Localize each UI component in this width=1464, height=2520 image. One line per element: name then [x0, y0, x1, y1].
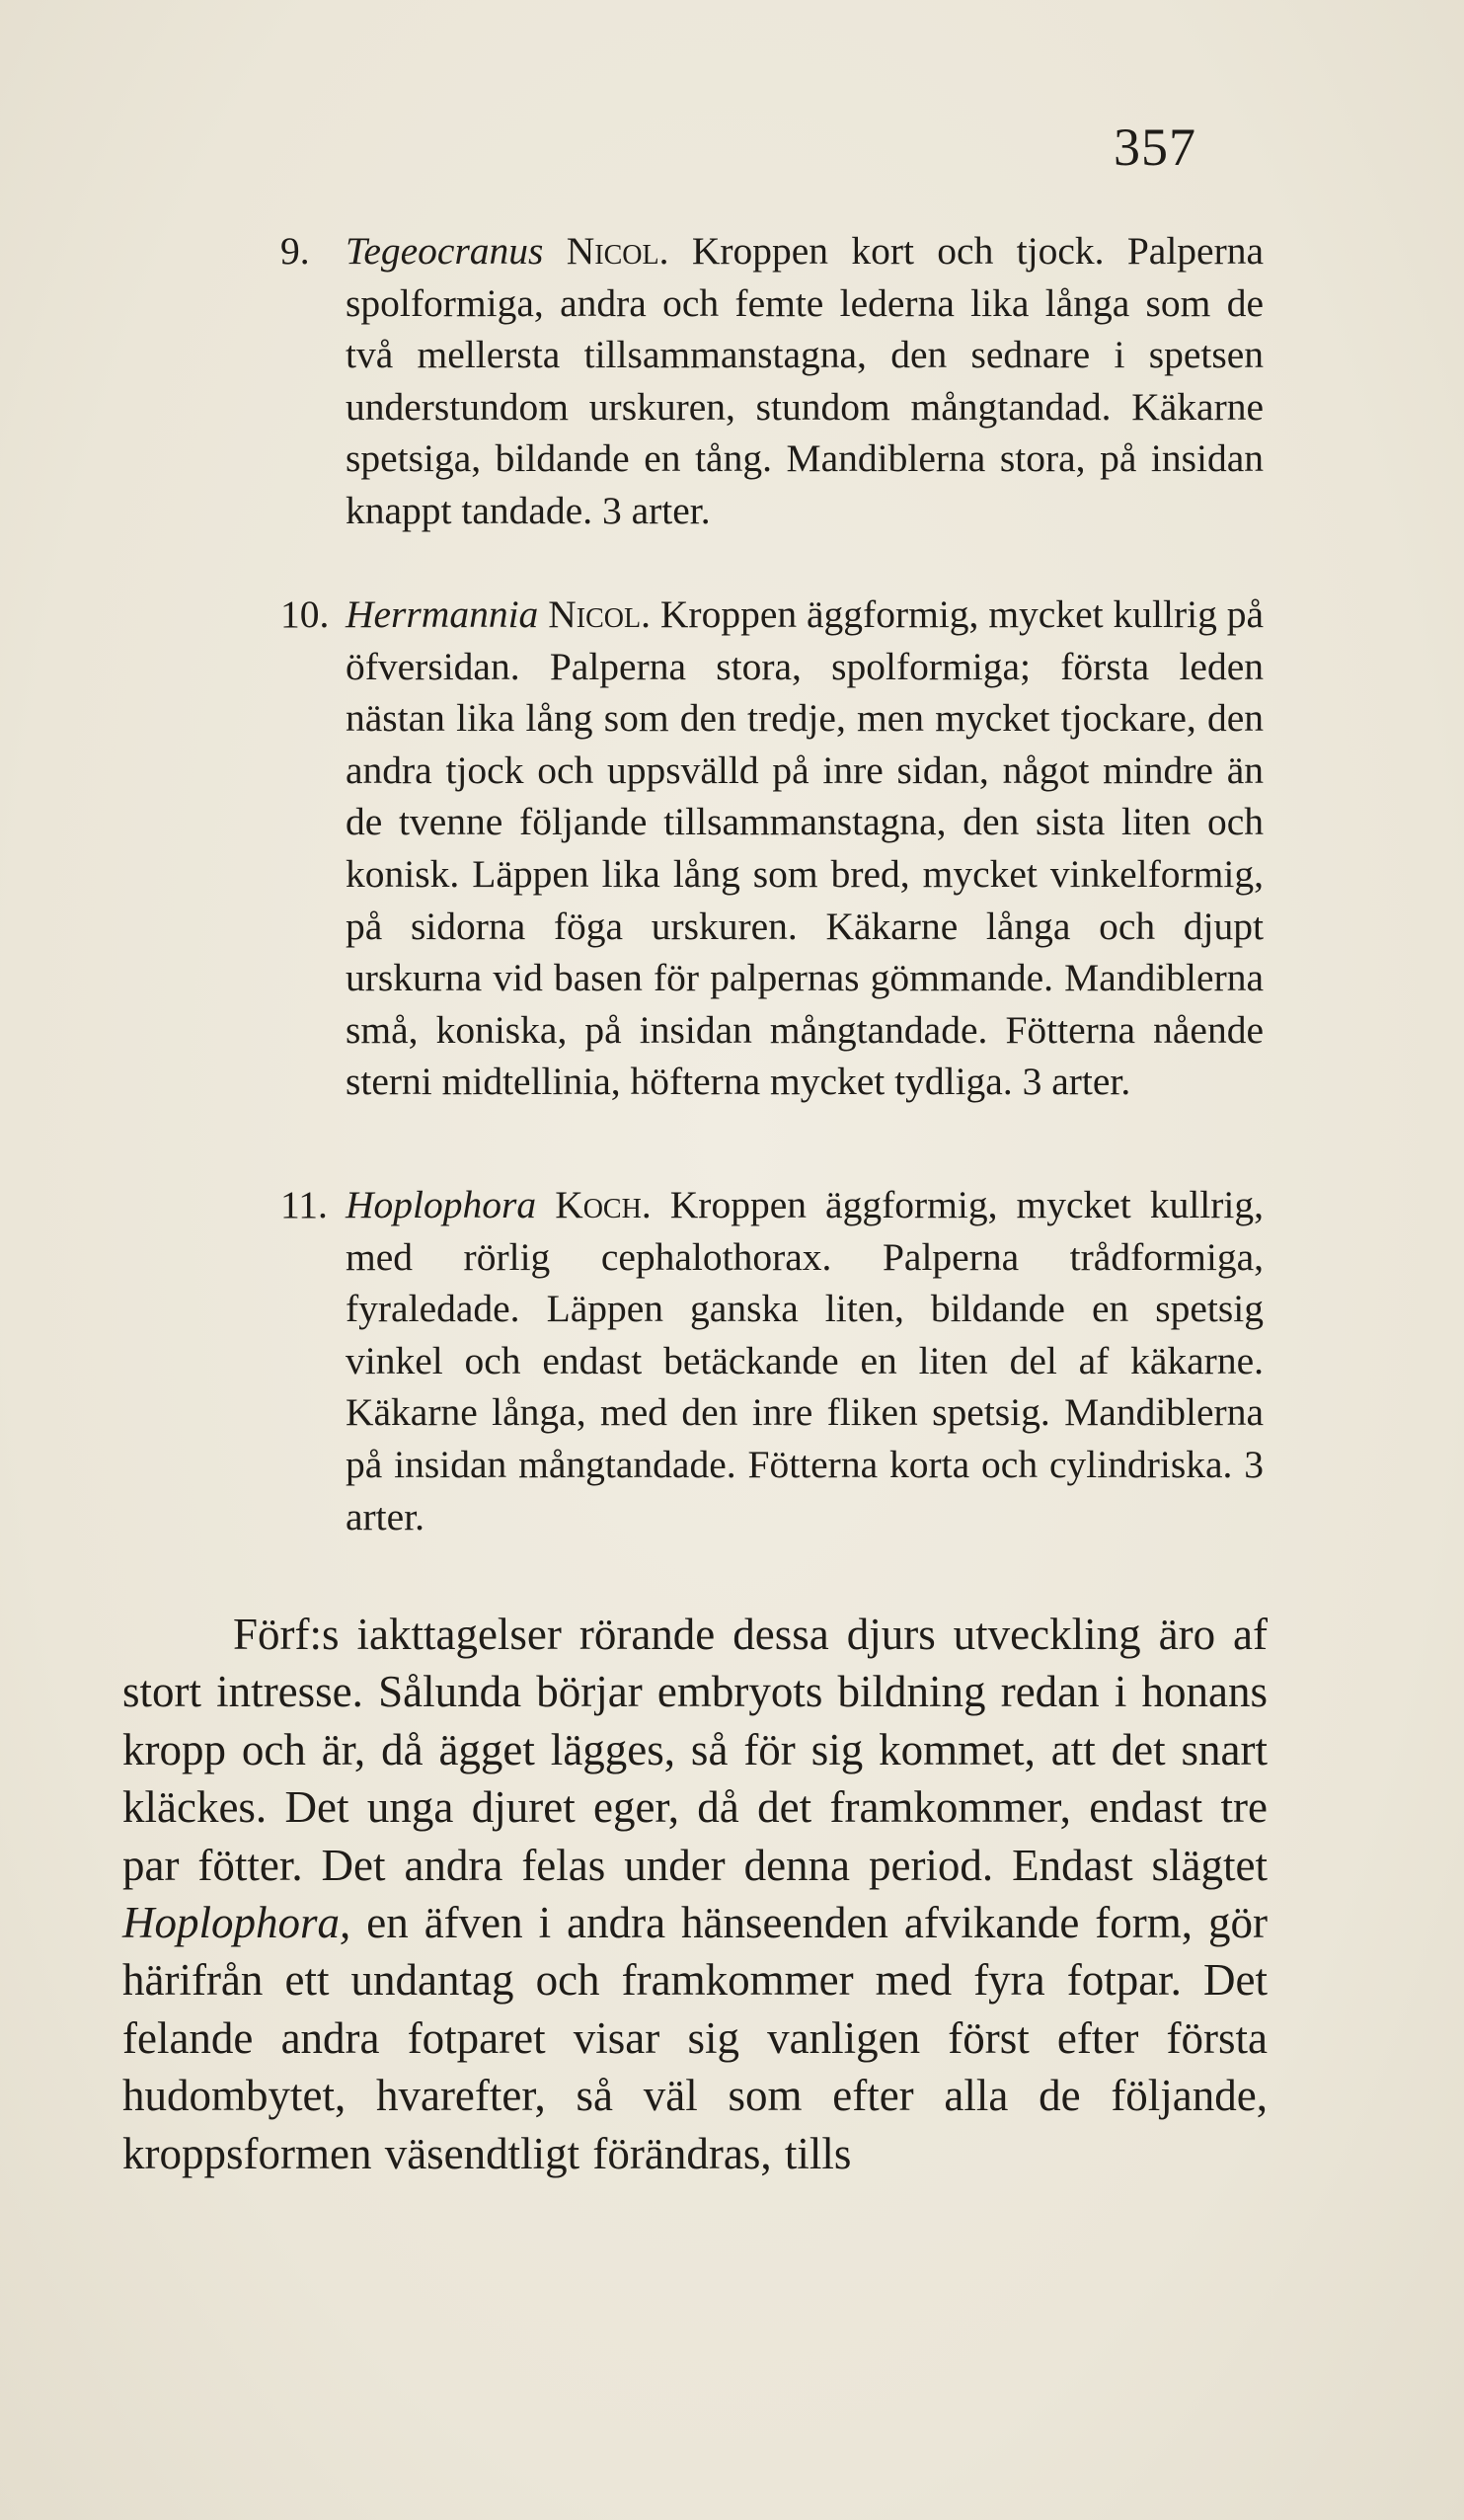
genus-name: Hoplophora [346, 1183, 537, 1226]
entry-description: Kroppen kort och tjock. Palperna spolformiga, andra och femte lederna lika långa som de två mellersta tillsammanstagna, den sednare i spetsen understundom urskuren, stundom mångtandad. Käkarne spetsiga, bildande en tång. Mandiblerna stora, på insidan knappt tandade. 3 arter. [346, 229, 1265, 532]
paragraph-text-after: en äfven i andra hänseenden afvikande form, gör härifrån ett undantag och framkommer med fyra fotpar. Det felande andra fotparet visar sig vanligen först efter första hudombytet, hvarefter, så väl som efter alla de följande, kroppsformen väsendtligt förändras, tills [122, 1898, 1268, 2178]
development-paragraph [122, 1606, 1268, 2182]
entry-description: Kroppen äggformig, mycket kullrig på öfversidan. Palperna stora, spolformiga; första leden nästan lika lång som den tredje, men mycket tjockare, den andra tjock och uppsvälld på inre sidan, något mindre än de tvenne följande tillsammanstagna, den sista liten och konisk. Läppen lika lång som bred, mycket vinkelformig, på sidorna föga urskuren. Käkarne långa och djupt urskurna vid basen för palpernas gömmande. Mandiblerna små, koniska, på insidan mångtandade. Fötterna nående sterni midtellinia, höfterna mycket tydliga. 3 arter. [346, 592, 1265, 1104]
paragraph-text-before: Förf:s iakttagelser rörande dessa djurs utveckling äro af stort intresse. Sålunda börjar embryots bildning redan i honans kropp och är, då ägget lägges, så för sig kommet, att det snart kläckes. Det unga djuret eger, då det framkommer, endast tre par fötter. Det andra felas under denna period. Endast slägtet [122, 1610, 1268, 1890]
entry-number: 9. [280, 229, 310, 273]
entry-description: Kroppen äggformig, mycket kullrig, med rörlig cephalothorax. Palperna trådformiga, fyraledade. Läppen ganska liten, bildande en spetsig vinkel och endast betäckande en liten del af käkarne. Käkarne långa, med den inre fliken spetsig. Mandiblerna på insidan mångtandade. Fötterna korta och cylindriska. 3 arter. [346, 1183, 1265, 1538]
genus-author: Nicol. [548, 592, 651, 636]
genus-entry-tegeocranus [280, 225, 1265, 537]
paragraph-genus-name: Hoplophora, [122, 1898, 351, 1948]
entry-number: 10. [280, 592, 330, 636]
genus-entry-herrmannia [280, 589, 1265, 1108]
genus-author: Koch. [555, 1183, 652, 1226]
genus-name: Tegeocranus [346, 229, 544, 273]
genus-author: Nicol. [566, 229, 669, 273]
genus-name: Herrmannia [346, 592, 539, 636]
page-number: 357 [1114, 118, 1196, 177]
entry-number: 11. [280, 1183, 328, 1226]
genus-entry-hoplophora [280, 1179, 1265, 1542]
